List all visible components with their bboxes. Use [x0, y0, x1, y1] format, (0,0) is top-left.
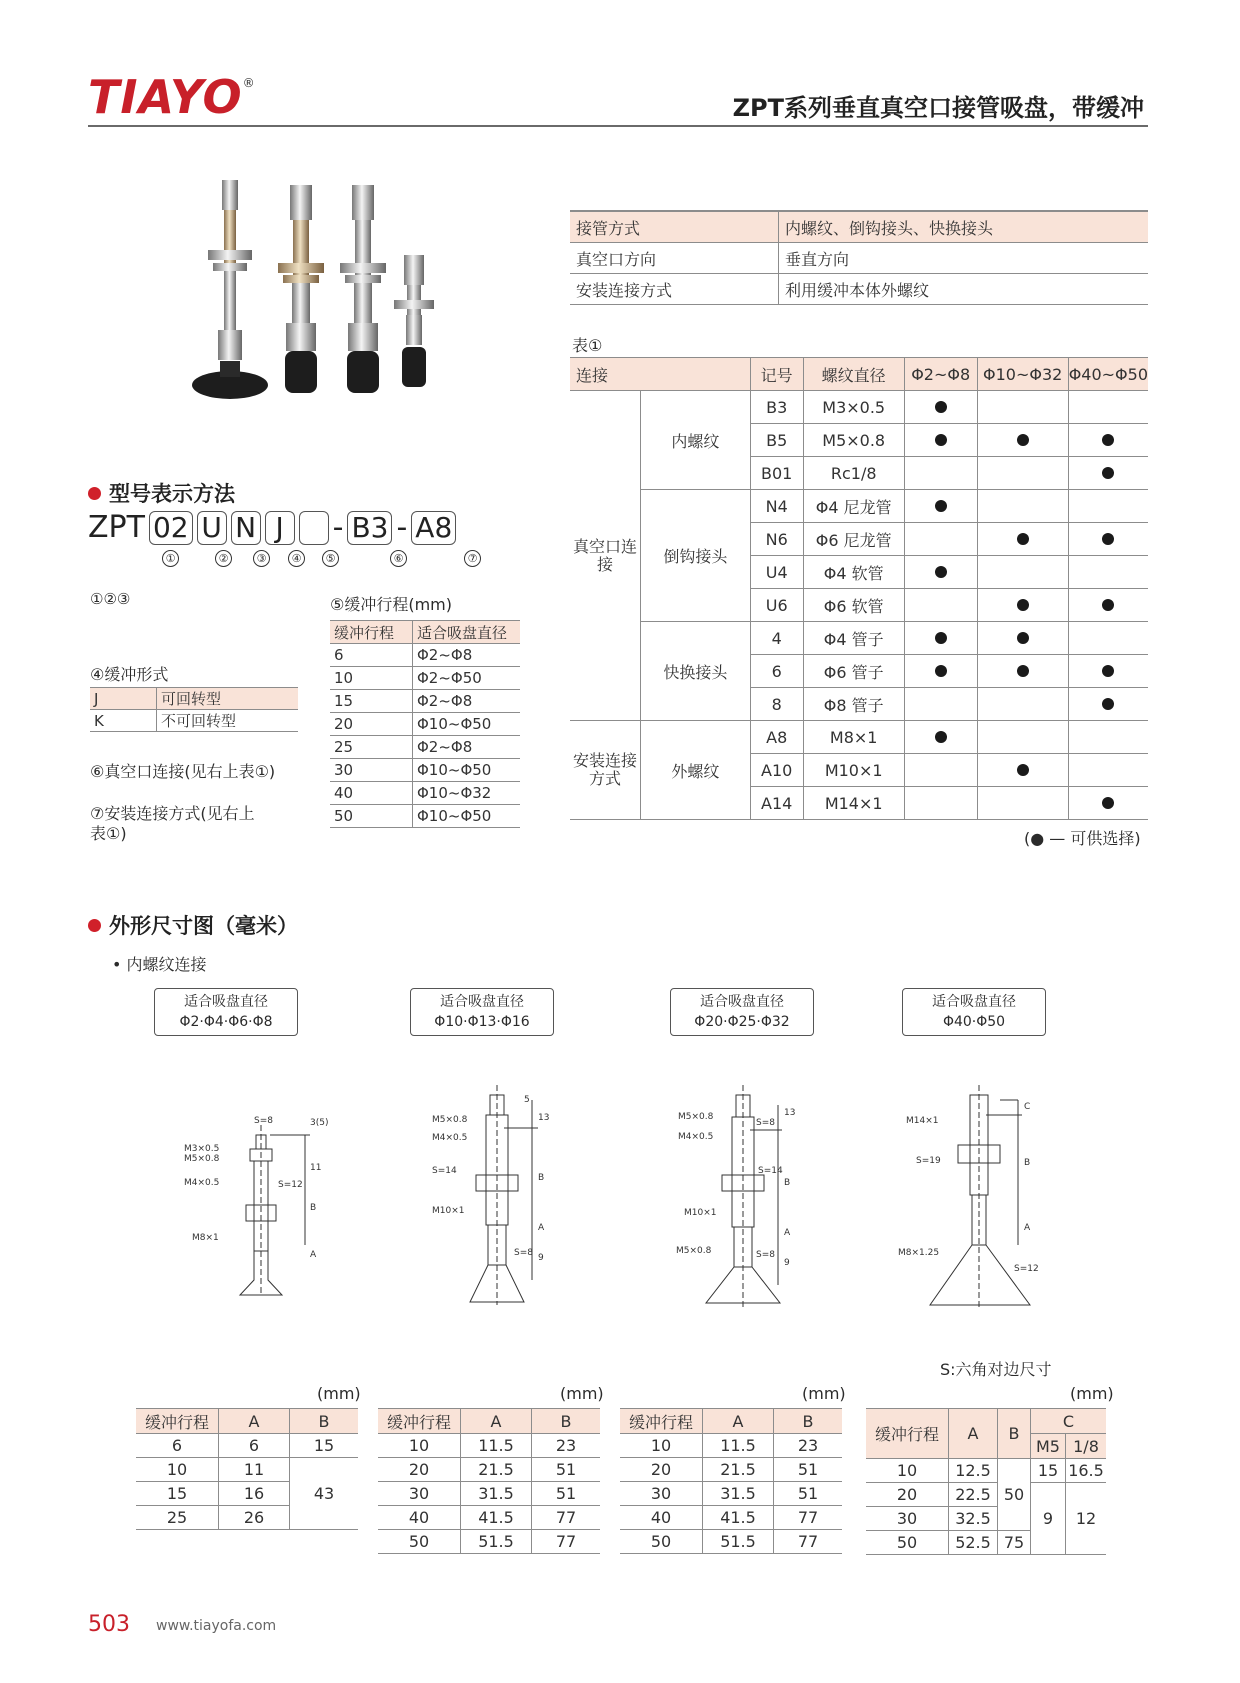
- code-box-vacuum: B3: [347, 511, 392, 545]
- dimension-drawing-3: [670, 1085, 840, 1325]
- label: A: [538, 1223, 545, 1233]
- label: B: [538, 1173, 545, 1183]
- label: M5×0.8: [676, 1246, 712, 1256]
- table-row: [330, 782, 520, 805]
- col-c: C: [1031, 1409, 1107, 1434]
- row-code: U4: [750, 556, 803, 589]
- label: B: [1024, 1158, 1031, 1168]
- code-dash: -: [332, 510, 344, 545]
- form-desc: 不可回转型: [157, 710, 299, 732]
- col-code: 记号: [750, 358, 803, 391]
- row-thread: Φ6 尼龙管: [803, 523, 904, 556]
- available-dot: [935, 566, 947, 578]
- col-b: B: [290, 1409, 359, 1434]
- cell: 11: [219, 1458, 290, 1482]
- row-code: A10: [750, 754, 803, 787]
- table1-header: [570, 358, 1148, 391]
- label: S=19: [916, 1156, 941, 1166]
- cup-dia: Φ2~Φ8: [413, 644, 521, 667]
- col-a: A: [949, 1409, 998, 1459]
- spec-table: [570, 210, 1148, 305]
- form-code: J: [90, 688, 157, 710]
- col-size-mid: Φ10~Φ32: [977, 358, 1068, 391]
- cup-dia: Φ10~Φ50: [413, 713, 521, 736]
- hex-note: S:六角对边尺寸: [940, 1360, 1052, 1379]
- cell: 21.5: [461, 1458, 532, 1482]
- cell: 12: [1066, 1483, 1107, 1555]
- cell: 51: [532, 1458, 601, 1482]
- col-a: A: [703, 1409, 774, 1434]
- table-row: [330, 644, 520, 667]
- cell: 15: [1031, 1459, 1066, 1483]
- sub-quick-fitting: 快换接头: [641, 622, 751, 721]
- row-code: B01: [750, 457, 803, 490]
- group-mounting: 安装连接方式: [570, 721, 641, 820]
- code-dash: -: [396, 510, 408, 545]
- available-dot: [935, 434, 947, 446]
- code-number: ⑦: [464, 550, 481, 567]
- table-row: [570, 391, 1148, 424]
- cell: 9: [1031, 1483, 1066, 1555]
- label: S=14: [758, 1166, 783, 1176]
- col-stroke: 缓冲行程: [378, 1409, 461, 1434]
- stroke-value: 20: [330, 713, 413, 736]
- spec-row: [570, 211, 1148, 243]
- table-header: [136, 1409, 358, 1434]
- cup-dia: Φ2~Φ50: [413, 667, 521, 690]
- connection-table: [570, 357, 1148, 820]
- cell: 77: [774, 1506, 843, 1530]
- label: M10×1: [432, 1206, 465, 1216]
- table-row: [570, 490, 1148, 523]
- cup-dia: Φ2~Φ8: [413, 690, 521, 713]
- note-mounting: ⑦安装连接方式(见右上 表①): [90, 804, 255, 843]
- col-b: B: [998, 1409, 1031, 1459]
- cell: 50: [620, 1530, 703, 1554]
- table-row: [620, 1434, 842, 1458]
- cell: 51.5: [461, 1530, 532, 1554]
- dims-section-title: 外形尺寸图（毫米）: [88, 910, 298, 940]
- cell: 30: [866, 1507, 949, 1531]
- code-number: ④: [288, 550, 305, 567]
- cell: 40: [378, 1506, 461, 1530]
- row-thread: Φ4 管子: [803, 622, 904, 655]
- unit-label: (mm): [802, 1384, 846, 1403]
- cell: 41.5: [703, 1506, 774, 1530]
- section-bullet-icon: [88, 487, 101, 500]
- table-row: [866, 1459, 1106, 1483]
- stroke-value: 15: [330, 690, 413, 713]
- stroke-table: [330, 620, 520, 828]
- table-row: [378, 1482, 600, 1506]
- cell: 20: [866, 1483, 949, 1507]
- spec-label: 安装连接方式: [570, 274, 779, 305]
- label: S=8: [514, 1248, 533, 1258]
- unit-label: (mm): [317, 1384, 361, 1403]
- label: M14×1: [906, 1116, 939, 1126]
- group-vacuum-port: 真空口连接: [570, 391, 641, 721]
- spec-value: 利用缓冲本体外螺纹: [779, 274, 1149, 305]
- row-thread: M10×1: [803, 754, 904, 787]
- cup-dia: Φ2~Φ8: [413, 736, 521, 759]
- note-vacuum-port: ⑥真空口连接(见右上表①): [90, 762, 276, 781]
- cell: 16: [219, 1482, 290, 1506]
- table-row: [90, 710, 298, 732]
- col-thread: 螺纹直径: [803, 358, 904, 391]
- cell: 23: [774, 1434, 843, 1458]
- form-desc: 可回转型: [157, 688, 299, 710]
- table1-caption: 表①: [572, 336, 603, 355]
- row-thread: M14×1: [803, 787, 904, 820]
- cell: 50: [378, 1530, 461, 1554]
- table-row: [330, 667, 520, 690]
- code-prefix: ZPT: [88, 510, 145, 545]
- row-thread: Φ4 软管: [803, 556, 904, 589]
- row-code: N6: [750, 523, 803, 556]
- col-18: 1/8: [1066, 1434, 1107, 1459]
- code-box-diameter: 02: [149, 511, 193, 545]
- dim-table-c: [620, 1408, 842, 1554]
- label: S=12: [278, 1180, 303, 1190]
- code-number: ③: [253, 550, 270, 567]
- stroke-value: 6: [330, 644, 413, 667]
- cell: 40: [620, 1506, 703, 1530]
- cell: 20: [378, 1458, 461, 1482]
- sub-internal-thread: 内螺纹: [641, 391, 751, 490]
- table-row: [330, 736, 520, 759]
- table-row: [620, 1530, 842, 1554]
- cell: 51.5: [703, 1530, 774, 1554]
- row-code: A14: [750, 787, 803, 820]
- table-row: [330, 805, 520, 828]
- cell: 75: [998, 1531, 1031, 1555]
- code-box-buffer-form: J: [265, 511, 295, 545]
- dims-subtitle: • 内螺纹连接: [112, 955, 207, 974]
- dim-box-2: 适合吸盘直径 Φ10·Φ13·Φ16: [410, 988, 554, 1036]
- note-123: ①②③: [90, 590, 131, 608]
- stroke-value: 40: [330, 782, 413, 805]
- cell: 30: [620, 1482, 703, 1506]
- row-thread: Rc1/8: [803, 457, 904, 490]
- col-a: A: [461, 1409, 532, 1434]
- col-m5: M5: [1031, 1434, 1066, 1459]
- table-row: [136, 1434, 358, 1458]
- dim-table-d: [866, 1408, 1106, 1555]
- label: S=12: [1014, 1264, 1039, 1274]
- col-stroke: 缓冲行程: [136, 1409, 219, 1434]
- cell: 77: [774, 1530, 843, 1554]
- label: M8×1: [192, 1233, 219, 1243]
- available-dot: [1017, 533, 1029, 545]
- cell: 15: [136, 1482, 219, 1506]
- available-dot: [935, 731, 947, 743]
- code-box-mount: A8: [411, 511, 456, 545]
- dimension-drawing-2: [420, 1080, 590, 1320]
- table-row: [620, 1506, 842, 1530]
- table-row: [136, 1458, 358, 1482]
- stroke-title: ⑤缓冲行程(mm): [330, 595, 453, 614]
- cell: 22.5: [949, 1483, 998, 1507]
- table-row: [620, 1458, 842, 1482]
- col-connection: 连接: [570, 358, 750, 391]
- cell: 43: [290, 1458, 359, 1530]
- table-row: [378, 1458, 600, 1482]
- stroke-header: [330, 621, 520, 644]
- cell: 10: [620, 1434, 703, 1458]
- code-box-stroke: [299, 511, 329, 545]
- label: 11: [310, 1163, 322, 1173]
- available-dot: [1017, 599, 1029, 611]
- cup-dia: Φ10~Φ50: [413, 805, 521, 828]
- row-code: N4: [750, 490, 803, 523]
- dimension-drawing-4: [890, 1085, 1060, 1325]
- code-number: ②: [215, 550, 232, 567]
- label: 3(5): [310, 1118, 329, 1128]
- row-code: 6: [750, 655, 803, 688]
- website-link[interactable]: www.tiayofa.com: [156, 1618, 277, 1634]
- available-dot: [1102, 533, 1114, 545]
- cell: 51: [774, 1458, 843, 1482]
- available-dot: [1017, 434, 1029, 446]
- col-stroke: 缓冲行程: [330, 621, 413, 644]
- cell: 10: [866, 1459, 949, 1483]
- buffer-form-title: ④缓冲形式: [90, 665, 169, 684]
- cell: 10: [378, 1434, 461, 1458]
- available-dot: [935, 632, 947, 644]
- spec-value: 内螺纹、倒钩接头、快换接头: [779, 211, 1149, 243]
- dim-box-4: 适合吸盘直径 Φ40·Φ50: [902, 988, 1046, 1036]
- label: M4×0.5: [432, 1133, 468, 1143]
- spec-label: 接管方式: [570, 211, 779, 243]
- cup-dia: Φ10~Φ32: [413, 782, 521, 805]
- row-thread: Φ8 管子: [803, 688, 904, 721]
- sub-external-thread: 外螺纹: [641, 721, 751, 820]
- available-dot: [1017, 665, 1029, 677]
- label: 13: [538, 1113, 550, 1123]
- table-header: [866, 1409, 1106, 1434]
- cell: 11.5: [461, 1434, 532, 1458]
- unit-label: (mm): [1070, 1384, 1114, 1403]
- table-row: [330, 759, 520, 782]
- cell: 52.5: [949, 1531, 998, 1555]
- label: M10×1: [684, 1208, 717, 1218]
- cell: 77: [532, 1506, 601, 1530]
- buffer-form-table: [90, 687, 298, 732]
- row-code: B5: [750, 424, 803, 457]
- table-row: [866, 1483, 1106, 1507]
- dim-box-1: 适合吸盘直径 Φ2·Φ4·Φ6·Φ8: [154, 988, 298, 1036]
- table-row: [378, 1506, 600, 1530]
- spec-value: 垂直方向: [779, 243, 1149, 274]
- available-dot: [1017, 764, 1029, 776]
- label: A: [784, 1228, 791, 1238]
- label: S=8: [756, 1118, 775, 1128]
- label: M4×0.5: [184, 1178, 220, 1188]
- label: 9: [784, 1258, 790, 1268]
- col-stroke: 缓冲行程: [620, 1409, 703, 1434]
- dim-table-b: [378, 1408, 600, 1554]
- code-box-shape: U: [197, 511, 227, 545]
- table-row: [378, 1530, 600, 1554]
- spec-row: [570, 243, 1148, 274]
- cell: 11.5: [703, 1434, 774, 1458]
- label: 5: [524, 1095, 530, 1105]
- label: 9: [538, 1253, 544, 1263]
- cell: 50: [866, 1531, 949, 1555]
- header-divider: [88, 125, 1148, 127]
- row-thread: Φ4 尼龙管: [803, 490, 904, 523]
- label: S=8: [254, 1116, 273, 1126]
- page-number: 503: [88, 1612, 130, 1637]
- available-dot: [935, 500, 947, 512]
- col-cup-dia: 适合吸盘直径: [413, 621, 521, 644]
- table-row: [90, 688, 298, 710]
- label: M5×0.8: [184, 1154, 220, 1164]
- row-thread: Φ6 软管: [803, 589, 904, 622]
- form-code: K: [90, 710, 157, 732]
- available-dot: [1102, 698, 1114, 710]
- cell: 30: [378, 1482, 461, 1506]
- cell: 41.5: [461, 1506, 532, 1530]
- code-box-material: N: [231, 511, 261, 545]
- stroke-value: 50: [330, 805, 413, 828]
- table-row: [570, 622, 1148, 655]
- model-section-title: 型号表示方法: [88, 478, 235, 508]
- row-code: A8: [750, 721, 803, 754]
- col-stroke: 缓冲行程: [866, 1409, 949, 1459]
- cell: 16.5: [1066, 1459, 1107, 1483]
- col-size-small: Φ2~Φ8: [904, 358, 977, 391]
- cell: 10: [136, 1458, 219, 1482]
- row-thread: M5×0.8: [803, 424, 904, 457]
- code-number: ⑥: [390, 550, 407, 567]
- legend-note: (● — 可供选择): [1024, 829, 1141, 848]
- unit-label: (mm): [560, 1384, 604, 1403]
- page-title: ZPT系列垂直真空口接管吸盘，带缓冲: [732, 94, 1144, 122]
- col-b: B: [532, 1409, 601, 1434]
- label: M8×1.25: [898, 1248, 940, 1258]
- label: S=8: [756, 1250, 775, 1260]
- available-dot: [1102, 467, 1114, 479]
- table-header: [620, 1409, 842, 1434]
- table-row: [570, 721, 1148, 754]
- section-bullet-icon: [88, 919, 101, 932]
- cell: 31.5: [461, 1482, 532, 1506]
- code-number: ①: [162, 550, 179, 567]
- spec-row: [570, 274, 1148, 305]
- col-a: A: [219, 1409, 290, 1434]
- model-code: [88, 510, 456, 545]
- row-thread: M8×1: [803, 721, 904, 754]
- cell: 50: [998, 1459, 1031, 1531]
- label: A: [1024, 1223, 1031, 1233]
- cell: 26: [219, 1506, 290, 1530]
- label: B: [784, 1178, 791, 1188]
- brand-logo: TIAYO®: [88, 70, 256, 124]
- row-code: 8: [750, 688, 803, 721]
- label: M5×0.8: [678, 1112, 714, 1122]
- cell: 51: [774, 1482, 843, 1506]
- available-dot: [1017, 632, 1029, 644]
- cell: 21.5: [703, 1458, 774, 1482]
- dimension-drawing-1: [170, 1095, 350, 1325]
- table-row: [330, 690, 520, 713]
- label: M3×0.5: [184, 1144, 220, 1154]
- cell: 15: [290, 1434, 359, 1458]
- cell: 6: [219, 1434, 290, 1458]
- col-size-large: Φ40~Φ50: [1068, 358, 1148, 391]
- available-dot: [1102, 434, 1114, 446]
- stroke-value: 25: [330, 736, 413, 759]
- table-row: [330, 713, 520, 736]
- cell: 25: [136, 1506, 219, 1530]
- available-dot: [1102, 797, 1114, 809]
- row-code: 4: [750, 622, 803, 655]
- cell: 23: [532, 1434, 601, 1458]
- cell: 77: [532, 1530, 601, 1554]
- table-row: [378, 1434, 600, 1458]
- code-number: ⑤: [322, 550, 339, 567]
- available-dot: [1102, 599, 1114, 611]
- row-code: B3: [750, 391, 803, 424]
- cup-dia: Φ10~Φ50: [413, 759, 521, 782]
- row-thread: Φ6 管子: [803, 655, 904, 688]
- product-photo: [180, 175, 540, 425]
- label: M4×0.5: [678, 1132, 714, 1142]
- label: A: [310, 1250, 317, 1260]
- cell: 20: [620, 1458, 703, 1482]
- available-dot: [935, 665, 947, 677]
- label: M5×0.8: [432, 1115, 468, 1125]
- label: S=14: [432, 1166, 457, 1176]
- dim-table-a: [136, 1408, 358, 1530]
- spec-label: 真空口方向: [570, 243, 779, 274]
- available-dot: [1102, 665, 1114, 677]
- stroke-value: 10: [330, 667, 413, 690]
- label: 13: [784, 1108, 796, 1118]
- available-dot: [935, 401, 947, 413]
- table-header: [378, 1409, 600, 1434]
- stroke-value: 30: [330, 759, 413, 782]
- label: C: [1024, 1102, 1031, 1112]
- sub-barb-fitting: 倒钩接头: [641, 490, 751, 622]
- col-b: B: [774, 1409, 843, 1434]
- cell: 51: [532, 1482, 601, 1506]
- label: B: [310, 1203, 317, 1213]
- cell: 12.5: [949, 1459, 998, 1483]
- cell: 32.5: [949, 1507, 998, 1531]
- row-code: U6: [750, 589, 803, 622]
- cell: 6: [136, 1434, 219, 1458]
- cell: 31.5: [703, 1482, 774, 1506]
- table-row: [620, 1482, 842, 1506]
- row-thread: M3×0.5: [803, 391, 904, 424]
- dim-box-3: 适合吸盘直径 Φ20·Φ25·Φ32: [670, 988, 814, 1036]
